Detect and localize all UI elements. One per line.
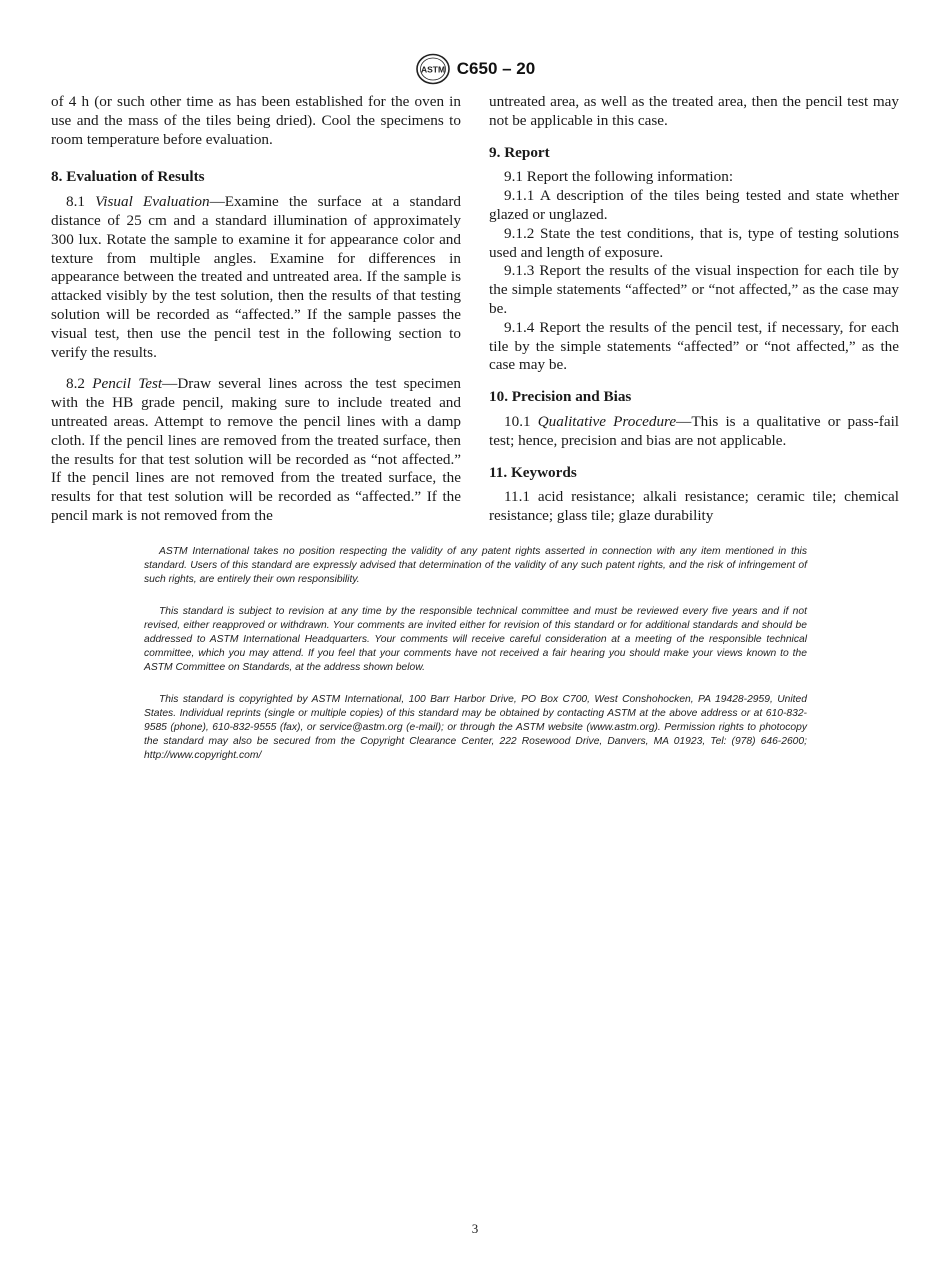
paragraph-9-1-1: 9.1.1 A description of the tiles being tested and state whether glazed or unglazed.: [489, 187, 899, 223]
copyright-notice: This standard is copyrighted by ASTM International, 100 Barr Harbor Drive, PO Box C700, West Conshohocken, PA 19428-2959, United States. Individual reprints (single or multiple copies) of this standard may be obtained by contacting ASTM at the above address or at 610-832-9585 (phone), 610-832-9555 (fax), or service@astm.org (e-mail); or through the ASTM website (www.astm.org). Permission rights to photocopy the standard may also be secured from the Copyright Clearance Center, 222 Rosewood Drive, Danvers, MA 01923, Tel: (978) 646-2600; http://www.copyright.com/: [144, 694, 807, 761]
revision-notice: This standard is subject to revision at any time by the responsible technical committee and must be reviewed every five years and if not revised, either reapproved or withdrawn. Your comments are invited either for revision of this standard or for additional standards and should be addressed to ASTM International Headquarters. Your comments will receive careful consideration at a meeting of the responsible technical committee, which you may attend. If you feel that your comments have not received a fair hearing you should make your views known to the ASTM Committee on Standards, at the address shown below.: [144, 606, 807, 673]
paragraph-9-1-4: 9.1.4 Report the results of the pencil test, if necessary, for each tile by the simple statements “affected” or “not affected,” as the case may be.: [489, 318, 899, 374]
paragraph-body: —This is a qualitative or pass-fail test; hence, precision and bias are not applicable.: [489, 412, 900, 449]
left-column: [51, 93, 461, 526]
section-9-heading: 9. Report: [489, 143, 550, 161]
patent-notice: ASTM International takes no position respecting the validity of any patent rights asserted in connection with any item mentioned in this standard. Users of this standard are expressly advised that determination of the validity of any such patent rights, and the risk of infringement of such rights, are entirely their own responsibility.: [144, 546, 807, 585]
paragraph-number: 8.2: [66, 375, 85, 393]
intro-paragraph: of 4 h (or such other time as has been established for the oven in use and the mass of the tiles being dried). Cool the specimens to room temperature before evaluation.: [51, 93, 461, 148]
paragraph-9-1-2: 9.1.2 State the test conditions, that is, type of testing solutions used and length of exposure.: [489, 224, 899, 261]
document-number: C650 – 20: [456, 59, 536, 78]
paragraph-number: 8.1: [66, 193, 85, 211]
continuation-paragraph: untreated area, as well as the treated area, then the pencil test may not be applicable in this case.: [489, 93, 899, 129]
svg-text:ASTM: ASTM: [420, 64, 445, 75]
astm-logo-icon: [415, 53, 451, 85]
term-pencil-test: Pencil Test: [92, 375, 163, 393]
paragraph-body: —Examine the surface at a standard distance of 25 cm and a standard illumination of approximately 300 lux. Rotate the sample to examine it for appearance color and texture from multiple angles. Examine for differences in appearance between the treated and untreated area. If the sample is attacked visibly by the test solution, then the results of that testing solution will be recorded as “affected.” If the sample passes the visual test, then use the pencil test in the following section to verify the results.: [51, 193, 461, 361]
legal-notices: [144, 545, 807, 781]
paragraph-11-1: 11.1 acid resistance; alkali resistance; ceramic tile; chemical resistance; glass tile; glaze durability: [489, 488, 899, 525]
paragraph-8-1: [51, 193, 461, 362]
page-number: 3: [471, 1221, 479, 1236]
paragraph-body: —Draw several lines across the test specimen with the HB grade pencil, making sure to include treated and untreated areas. Attempt to remove the pencil lines with a damp cloth. If the pencil lines are removed from the treated surface, then the results for that test solution will be recorded as “not affected.” If the pencil lines are not removed from the treated surface, the results for that test solution will be recorded as “affected.” If the pencil mark is not removed from the: [51, 375, 462, 524]
page-header: [0, 52, 950, 86]
paragraph-number: 10.1: [504, 412, 531, 430]
right-column: [489, 93, 899, 526]
paragraph-9-1: 9.1 Report the following information:: [504, 168, 734, 186]
section-8-heading: 8. Evaluation of Results: [51, 168, 205, 186]
paragraph-8-2: [51, 375, 461, 525]
paragraph-9-1-3: 9.1.3 Report the results of the visual inspection for each tile by the simple statements “affected” or “not affected,” as the case may be.: [489, 262, 899, 317]
term-visual-evaluation: Visual Evaluation: [95, 193, 210, 211]
term-qualitative-procedure: Qualitative Procedure: [537, 412, 677, 430]
section-11-heading: 11. Keywords: [489, 463, 577, 481]
section-10-heading: 10. Precision and Bias: [489, 388, 632, 406]
paragraph-10-1: [489, 413, 899, 451]
